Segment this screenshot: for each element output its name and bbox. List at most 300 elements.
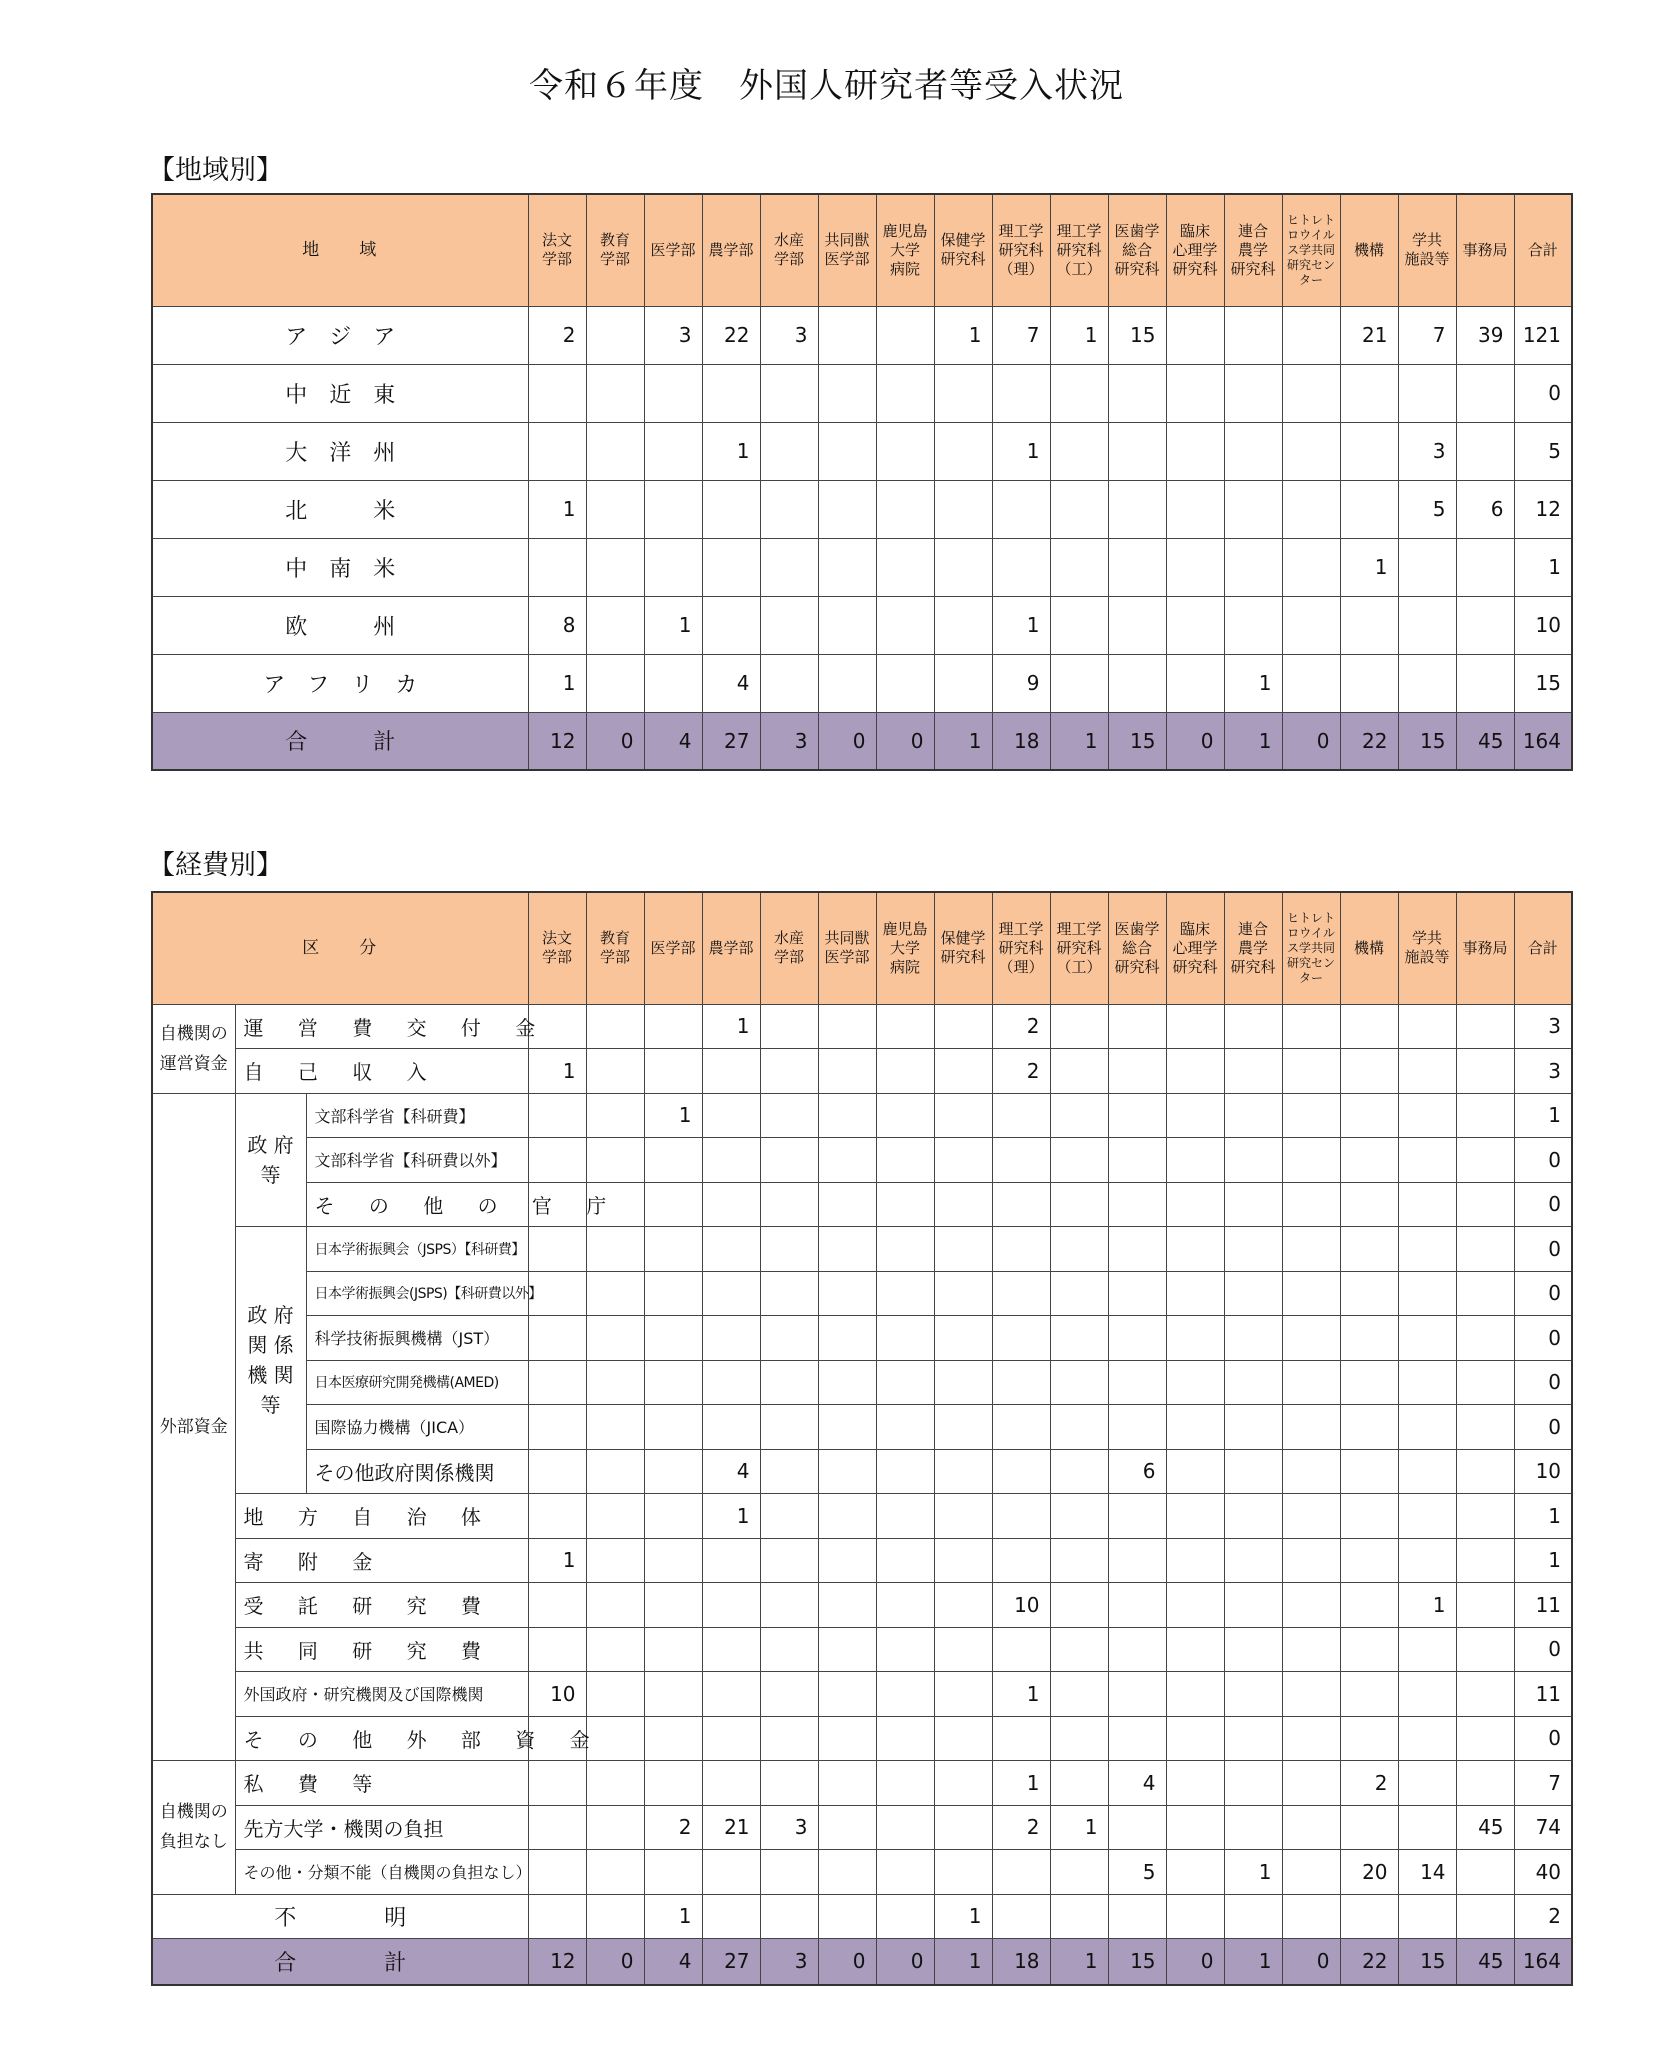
funding-cell-jimu [1456,1227,1514,1272]
funding-cell-hoken [934,1093,992,1138]
funding-cell-rengou [1224,1894,1282,1939]
funding-cell-hoken [934,1850,992,1895]
region-total-cell-kikou: 22 [1340,712,1398,770]
region-cell-juui [818,538,876,596]
funding-cell-juui [818,1004,876,1049]
funding-row [152,1894,1572,1939]
funding-cell-hoken: 1 [934,1894,992,1939]
region-cell-hoken [934,596,992,654]
funding-total-cell-rinshou: 0 [1166,1939,1224,1985]
funding-row [152,1182,1572,1227]
funding-cell-igaku [644,1538,702,1583]
funding-col-header-rinshou: 臨床 心理学 研究科 [1166,892,1224,1004]
funding-cell-shika [1108,1316,1166,1361]
funding-total-cell-shika: 15 [1108,1939,1166,1985]
funding-row [152,1271,1572,1316]
funding-cell-nougaku [702,1316,760,1361]
region-cell-total: 121 [1514,306,1572,364]
funding-cell-nougaku: 21 [702,1805,760,1850]
region-cell-shika [1108,654,1166,712]
region-row-label: 中 南 米 [152,538,528,596]
funding-total-cell-houbun: 12 [528,1939,586,1985]
funding-cell-rikou-kou [1050,1850,1108,1895]
funding-cell-rinshou [1166,1538,1224,1583]
funding-cell-rikou-kou [1050,1583,1108,1628]
funding-cell-byouin [876,1672,934,1717]
funding-cell-juui [818,1583,876,1628]
funding-cell-houbun [528,1761,586,1806]
region-cell-shika [1108,422,1166,480]
region-cell-rengou [1224,596,1282,654]
funding-cell-kikou [1340,1627,1398,1672]
funding-cell-htlv [1282,1316,1340,1361]
funding-cell-htlv [1282,1405,1340,1450]
region-row-label: 中 近 東 [152,364,528,422]
funding-cell-gakkyou [1398,1182,1456,1227]
region-cell-igaku [644,422,702,480]
region-cell-rengou [1224,364,1282,422]
funding-cell-suisan [760,1627,818,1672]
funding-cell-rikou-kou [1050,1316,1108,1361]
region-row [152,654,1572,712]
funding-cell-kyouiku [586,1672,644,1717]
funding-cell-gakkyou [1398,1805,1456,1850]
funding-cell-houbun: 1 [528,1538,586,1583]
funding-cell-shika [1108,1494,1166,1539]
funding-cell-rikou-kou [1050,1004,1108,1049]
funding-cell-rikou-ri [992,1850,1050,1895]
funding-cell-shika [1108,1627,1166,1672]
funding-cell-rikou-ri [992,1227,1050,1272]
region-cell-juui [818,654,876,712]
funding-cell-byouin [876,1850,934,1895]
funding-cell-igaku [644,1449,702,1494]
region-total-cell-igaku: 4 [644,712,702,770]
region-cell-rikou-ri: 1 [992,596,1050,654]
funding-cell-shika [1108,1583,1166,1628]
funding-cell-rinshou [1166,1761,1224,1806]
funding-cell-shika [1108,1716,1166,1761]
funding-row-label: 自 己 収 入 [235,1049,528,1094]
funding-cell-hoken [934,1449,992,1494]
funding-cell-juui [818,1627,876,1672]
funding-cell-kyouiku [586,1093,644,1138]
funding-cell-juui [818,1405,876,1450]
region-cell-kyouiku [586,480,644,538]
funding-cell-shika [1108,1004,1166,1049]
funding-cell-rikou-ri [992,1627,1050,1672]
funding-cell-nougaku [702,1627,760,1672]
funding-table [151,891,1573,1986]
funding-cell-shika [1108,1093,1166,1138]
funding-cell-byouin [876,1894,934,1939]
funding-cell-jimu [1456,1316,1514,1361]
funding-total-row [152,1939,1572,1985]
funding-cell-rikou-ri [992,1271,1050,1316]
funding-col-header-hoken: 保健学 研究科 [934,892,992,1004]
region-cell-rikou-kou [1050,364,1108,422]
funding-cell-gakkyou [1398,1894,1456,1939]
funding-cell-rikou-kou [1050,1182,1108,1227]
funding-cell-kikou [1340,1716,1398,1761]
funding-cell-juui [818,1227,876,1272]
funding-cell-suisan [760,1850,818,1895]
funding-group-own: 自機関の 運営資金 [152,1004,235,1093]
funding-cell-total: 1 [1514,1538,1572,1583]
funding-row [152,1004,1572,1049]
funding-total-cell-hoken: 1 [934,1939,992,1985]
region-row-label: ア フ リ カ [152,654,528,712]
funding-cell-nougaku [702,1360,760,1405]
funding-cell-htlv [1282,1538,1340,1583]
funding-cell-kikou [1340,1538,1398,1583]
funding-cell-htlv [1282,1494,1340,1539]
funding-header-label: 区 分 [152,892,528,1004]
funding-cell-shika [1108,1182,1166,1227]
funding-cell-hoken [934,1360,992,1405]
region-cell-htlv [1282,306,1340,364]
funding-cell-kyouiku [586,1805,644,1850]
funding-cell-htlv [1282,1894,1340,1939]
funding-cell-byouin [876,1049,934,1094]
funding-cell-byouin [876,1494,934,1539]
funding-cell-rikou-ri [992,1138,1050,1183]
funding-cell-gakkyou [1398,1316,1456,1361]
funding-cell-rengou [1224,1494,1282,1539]
funding-cell-igaku: 2 [644,1805,702,1850]
region-total-cell-rikou-kou: 1 [1050,712,1108,770]
region-section-label: 【地域別】 [148,155,283,186]
funding-cell-rikou-ri: 2 [992,1805,1050,1850]
funding-cell-nougaku [702,1405,760,1450]
funding-cell-kikou [1340,1049,1398,1094]
region-cell-kyouiku [586,538,644,596]
funding-cell-juui [818,1805,876,1850]
funding-row [152,1049,1572,1094]
funding-cell-shika: 5 [1108,1850,1166,1895]
region-cell-jimu [1456,364,1514,422]
funding-cell-jimu [1456,1627,1514,1672]
region-cell-jimu: 39 [1456,306,1514,364]
funding-cell-shika [1108,1672,1166,1717]
funding-cell-total: 0 [1514,1227,1572,1272]
funding-cell-hoken [934,1227,992,1272]
funding-cell-nougaku [702,1049,760,1094]
funding-cell-suisan [760,1894,818,1939]
funding-cell-igaku [644,1182,702,1227]
funding-cell-nougaku [702,1538,760,1583]
funding-cell-gakkyou [1398,1360,1456,1405]
funding-cell-houbun [528,1449,586,1494]
funding-cell-rengou [1224,1227,1282,1272]
funding-total-cell-rengou: 1 [1224,1939,1282,1985]
funding-cell-rikou-kou [1050,1271,1108,1316]
funding-cell-kyouiku [586,1049,644,1094]
region-row [152,364,1572,422]
funding-cell-rengou [1224,1138,1282,1183]
funding-cell-houbun [528,1093,586,1138]
funding-cell-byouin [876,1004,934,1049]
funding-cell-rengou [1224,1049,1282,1094]
region-cell-byouin [876,480,934,538]
region-cell-gakkyou: 5 [1398,480,1456,538]
funding-cell-shika [1108,1805,1166,1850]
funding-row-label: 国際協力機構（JICA） [306,1405,528,1450]
region-cell-kikou [1340,422,1398,480]
funding-cell-suisan: 3 [760,1805,818,1850]
funding-cell-houbun [528,1360,586,1405]
region-cell-htlv [1282,538,1340,596]
region-col-header-nougaku: 農学部 [702,194,760,306]
funding-cell-kyouiku [586,1360,644,1405]
funding-cell-shika [1108,1227,1166,1272]
funding-cell-juui [818,1850,876,1895]
funding-cell-rinshou [1166,1494,1224,1539]
funding-cell-jimu [1456,1716,1514,1761]
funding-cell-nougaku [702,1093,760,1138]
funding-col-header-rikou-ri: 理工学 研究科 （理） [992,892,1050,1004]
funding-cell-htlv [1282,1093,1340,1138]
funding-cell-kikou [1340,1894,1398,1939]
region-total-cell-juui: 0 [818,712,876,770]
funding-cell-kyouiku [586,1494,644,1539]
funding-cell-total: 11 [1514,1583,1572,1628]
funding-cell-byouin [876,1761,934,1806]
region-cell-kikou [1340,596,1398,654]
funding-cell-suisan [760,1227,818,1272]
funding-cell-total: 2 [1514,1894,1572,1939]
region-cell-rikou-ri [992,364,1050,422]
funding-cell-rikou-ri: 1 [992,1761,1050,1806]
region-row [152,538,1572,596]
region-cell-kyouiku [586,306,644,364]
funding-cell-suisan [760,1093,818,1138]
funding-col-header-juui: 共同獣 医学部 [818,892,876,1004]
region-cell-shika [1108,596,1166,654]
funding-cell-htlv [1282,1627,1340,1672]
region-cell-nougaku: 1 [702,422,760,480]
funding-cell-htlv [1282,1761,1340,1806]
funding-row-label: 日本学術振興会(JSPS)【科研費以外】 [306,1271,528,1316]
funding-cell-jimu [1456,1761,1514,1806]
funding-cell-rikou-ri [992,1360,1050,1405]
funding-cell-gakkyou [1398,1672,1456,1717]
region-cell-kikou [1340,480,1398,538]
funding-total-cell-juui: 0 [818,1939,876,1985]
funding-cell-rikou-ri: 10 [992,1583,1050,1628]
funding-row [152,1494,1572,1539]
funding-col-header-gakkyou: 学共 施設等 [1398,892,1456,1004]
funding-cell-juui [818,1138,876,1183]
funding-subgroup-govrel: 政 府 関 係 機 関 等 [235,1227,306,1494]
funding-col-header-rengou: 連合 農学 研究科 [1224,892,1282,1004]
funding-row-label: 不 明 [152,1894,528,1939]
funding-cell-rikou-kou [1050,1093,1108,1138]
region-cell-houbun: 8 [528,596,586,654]
funding-row [152,1761,1572,1806]
funding-cell-byouin [876,1716,934,1761]
funding-cell-nougaku [702,1672,760,1717]
funding-cell-jimu [1456,1138,1514,1183]
funding-cell-rinshou [1166,1004,1224,1049]
region-cell-juui [818,306,876,364]
funding-cell-kikou [1340,1805,1398,1850]
funding-cell-rengou [1224,1805,1282,1850]
funding-cell-kikou [1340,1316,1398,1361]
region-col-header-total: 合計 [1514,194,1572,306]
region-cell-nougaku [702,480,760,538]
funding-cell-rengou [1224,1716,1282,1761]
funding-cell-total: 3 [1514,1049,1572,1094]
funding-cell-htlv [1282,1049,1340,1094]
funding-cell-kyouiku [586,1004,644,1049]
funding-col-header-kyouiku: 教育 学部 [586,892,644,1004]
region-total-row [152,712,1572,770]
region-total-cell-htlv: 0 [1282,712,1340,770]
region-cell-houbun [528,364,586,422]
region-cell-htlv [1282,364,1340,422]
region-cell-total: 15 [1514,654,1572,712]
region-cell-suisan [760,654,818,712]
funding-row-label: そ の 他 外 部 資 金 [235,1716,528,1761]
funding-cell-rinshou [1166,1405,1224,1450]
region-cell-rikou-kou [1050,422,1108,480]
funding-cell-igaku [644,1716,702,1761]
funding-cell-rinshou [1166,1583,1224,1628]
region-row-label: 大 洋 州 [152,422,528,480]
funding-row [152,1316,1572,1361]
region-col-header-rengou: 連合 農学 研究科 [1224,194,1282,306]
funding-cell-htlv [1282,1850,1340,1895]
funding-row [152,1805,1572,1850]
funding-cell-jimu [1456,1360,1514,1405]
region-cell-total: 12 [1514,480,1572,538]
funding-cell-rengou [1224,1093,1282,1138]
funding-cell-gakkyou [1398,1227,1456,1272]
region-cell-jimu: 6 [1456,480,1514,538]
region-header-row [152,194,1572,306]
funding-cell-rinshou [1166,1627,1224,1672]
funding-cell-jimu [1456,1894,1514,1939]
funding-total-cell-gakkyou: 15 [1398,1939,1456,1985]
funding-cell-total: 7 [1514,1761,1572,1806]
funding-cell-nougaku [702,1894,760,1939]
funding-cell-kyouiku [586,1316,644,1361]
region-cell-byouin [876,538,934,596]
funding-col-header-htlv: ヒトレトロウイルス学共同研究センター [1282,892,1340,1004]
funding-total-cell-igaku: 4 [644,1939,702,1985]
funding-cell-byouin [876,1227,934,1272]
funding-header-row [152,892,1572,1004]
region-cell-gakkyou [1398,596,1456,654]
funding-group-external: 外部資金 [152,1093,235,1761]
funding-cell-juui [818,1182,876,1227]
page-title: 令和６年度 外国人研究者等受入状況 [529,66,1124,106]
region-cell-suisan [760,480,818,538]
funding-cell-rikou-kou: 1 [1050,1805,1108,1850]
funding-cell-kyouiku [586,1627,644,1672]
funding-cell-igaku [644,1761,702,1806]
region-total-cell-byouin: 0 [876,712,934,770]
funding-cell-jimu [1456,1583,1514,1628]
funding-cell-shika [1108,1271,1166,1316]
funding-cell-gakkyou [1398,1405,1456,1450]
funding-cell-byouin [876,1449,934,1494]
funding-cell-byouin [876,1405,934,1450]
funding-cell-htlv [1282,1583,1340,1628]
region-col-header-gakkyou: 学共 施設等 [1398,194,1456,306]
region-row-label: ア ジ ア [152,306,528,364]
funding-cell-igaku: 1 [644,1093,702,1138]
funding-cell-shika [1108,1538,1166,1583]
funding-cell-htlv [1282,1672,1340,1717]
funding-row [152,1583,1572,1628]
region-cell-suisan [760,422,818,480]
funding-cell-nougaku: 1 [702,1004,760,1049]
region-cell-rikou-kou: 1 [1050,306,1108,364]
funding-col-header-igaku: 医学部 [644,892,702,1004]
funding-cell-byouin [876,1316,934,1361]
funding-cell-shika [1108,1360,1166,1405]
region-total-cell-rikou-ri: 18 [992,712,1050,770]
funding-cell-igaku [644,1494,702,1539]
funding-total-cell-suisan: 3 [760,1939,818,1985]
funding-total-cell-rikou-ri: 18 [992,1939,1050,1985]
funding-cell-gakkyou [1398,1716,1456,1761]
funding-cell-hoken [934,1271,992,1316]
region-cell-rikou-ri: 7 [992,306,1050,364]
funding-cell-jimu [1456,1850,1514,1895]
funding-cell-suisan [760,1449,818,1494]
funding-cell-byouin [876,1583,934,1628]
region-cell-kyouiku [586,596,644,654]
funding-cell-suisan [760,1716,818,1761]
funding-cell-igaku [644,1850,702,1895]
funding-cell-jimu [1456,1405,1514,1450]
funding-cell-suisan [760,1182,818,1227]
funding-cell-htlv [1282,1805,1340,1850]
region-cell-houbun: 1 [528,480,586,538]
funding-group-noburden: 自機関の 負担なし [152,1761,235,1895]
region-total-cell-jimu: 45 [1456,712,1514,770]
funding-cell-hoken [934,1182,992,1227]
funding-cell-juui [818,1716,876,1761]
funding-row [152,1227,1572,1272]
funding-cell-kikou [1340,1405,1398,1450]
funding-cell-byouin [876,1360,934,1405]
region-cell-rikou-kou [1050,538,1108,596]
funding-cell-rinshou [1166,1227,1224,1272]
region-cell-igaku [644,538,702,596]
funding-cell-htlv [1282,1138,1340,1183]
funding-col-header-houbun: 法文 学部 [528,892,586,1004]
funding-cell-byouin [876,1182,934,1227]
funding-cell-rengou [1224,1004,1282,1049]
funding-cell-hoken [934,1716,992,1761]
funding-cell-rikou-ri [992,1093,1050,1138]
funding-row-label: 共 同 研 究 費 [235,1627,528,1672]
funding-cell-total: 0 [1514,1316,1572,1361]
funding-cell-gakkyou [1398,1449,1456,1494]
region-cell-igaku [644,364,702,422]
funding-cell-nougaku [702,1182,760,1227]
funding-cell-rinshou [1166,1850,1224,1895]
funding-cell-total: 0 [1514,1182,1572,1227]
funding-cell-jimu [1456,1093,1514,1138]
funding-cell-rikou-kou [1050,1761,1108,1806]
funding-cell-kikou [1340,1449,1398,1494]
funding-cell-gakkyou: 1 [1398,1583,1456,1628]
